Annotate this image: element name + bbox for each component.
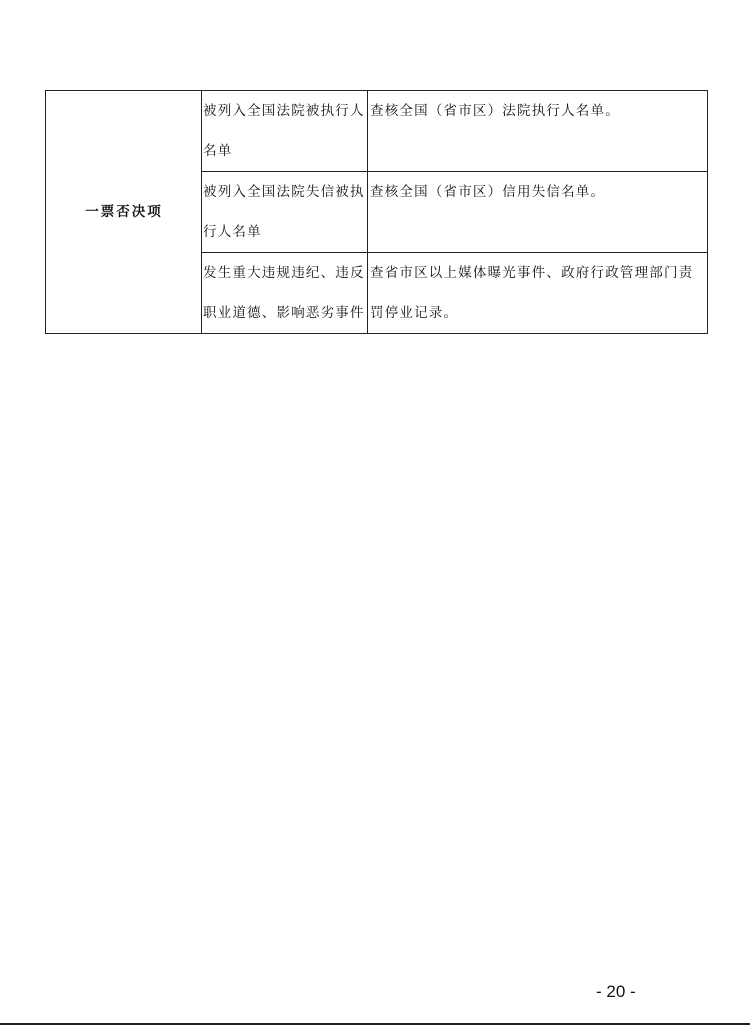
method-cell: 查核全国（省市区）信用失信名单。 [368, 172, 708, 253]
table-row [46, 91, 708, 172]
item-cell: 被列入全国法院失信被执行人名单 [202, 172, 368, 253]
page-number: - 20 - [596, 982, 636, 1001]
method-cell: 查省市区以上媒体曝光事件、政府行政管理部门责罚停业记录。 [368, 253, 708, 334]
veto-items-table [45, 90, 708, 334]
method-cell: 查核全国（省市区）法院执行人名单。 [368, 91, 708, 172]
category-cell: 一票否决项 [46, 91, 202, 334]
item-cell: 被列入全国法院被执行人名单 [202, 91, 368, 172]
bottom-divider [0, 1023, 750, 1025]
item-cell: 发生重大违规违纪、违反职业道德、影响恶劣事件 [202, 253, 368, 334]
